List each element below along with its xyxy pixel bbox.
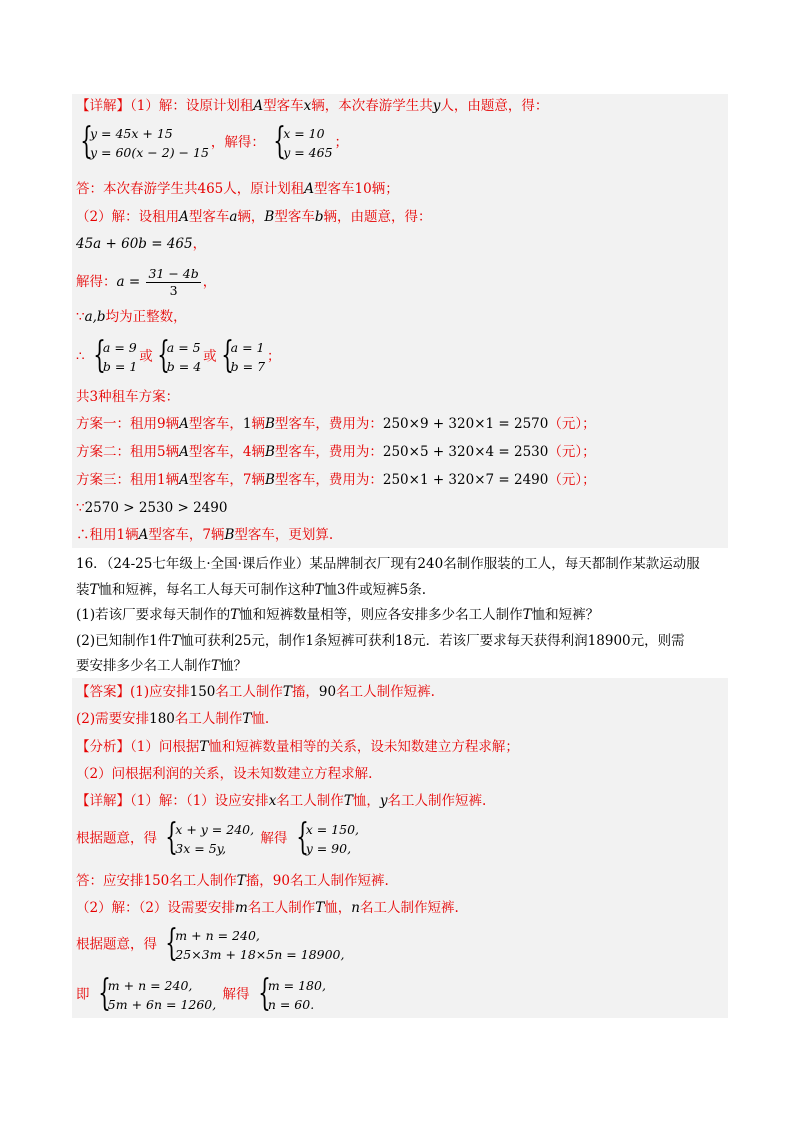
- solution-system: { x = 10 y = 465: [273, 121, 333, 162]
- answer-16-line-1: 【答案】(1)应安排150名工人制作T搐，90名工人制作短裤.: [76, 684, 435, 700]
- answer-line: 答：本次春游学生共465人，原计划租A型客车10辆；: [76, 181, 399, 197]
- answer-16-line-2: (2)需要安排180名工人制作T恤.: [76, 711, 270, 727]
- plan-3-line: 方案三：租用1辆A型客车，7辆B型客车，费用为：250×1 + 320×7 = 2490（元）；: [76, 472, 596, 488]
- conclusion-line: ∴租用1辆A型客车，7辆B型客车，更划算.: [76, 527, 334, 543]
- question-16-part-2-line-2: 要安排多少名工人制作T恤？: [76, 658, 248, 674]
- fraction: $\frac{31 - 4b}{3}$: [148, 266, 199, 298]
- answer-16-1-line: 答：应安排150名工人制作T搐，90名工人制作短裤.: [76, 873, 389, 889]
- detail-intro-line: 【详解】（1）解：设原计划租A型客车x辆，本次春游学生共y人，由题意，得：: [76, 98, 549, 114]
- question-16-part-2-line-1: (2)已知制作1件T恤可获利25元，制作1条短裤可获利18元．若该厂要求每天获得利润18900元，则需: [76, 633, 685, 649]
- question-16-part-1: (1)若该厂要求每天制作的T恤和短裤数量相等，则应各安排多少名工人制作T恤和短裤？: [76, 607, 600, 623]
- question-16-line-1: 16．（24-25七年级上·全国·课后作业）某品牌制衣厂现有240名制作服装的工人，每天都制作某款运动服: [76, 556, 700, 572]
- plan-count-line: 共3种租车方案：: [76, 389, 180, 405]
- analysis-line-1: 【分析】（1）问根据T恤和短裤数量相等的关系，设未知数建立方程求解；: [76, 739, 519, 755]
- plan-1-line: 方案一：租用9辆A型客车，1辆B型客车，费用为：250×9 + 320×1 = 2570（元）；: [76, 416, 596, 432]
- equation-system-line: { y = 45x + 15 y = 60(x − 2) − 15 ，解得： { x = 10 y = 465 ；: [76, 124, 348, 162]
- options-line: ∴ { a = 9 b = 1 或 { a = 5 b = 4 或 { a = 1 b = 7 ；: [76, 335, 281, 376]
- system-16-3-line: 即 { m + n = 240, 5m + 6n = 1260, 解得 { m = 180, n = 60.: [76, 973, 326, 1014]
- equation-line: 45a + 60b = 465，: [76, 236, 207, 252]
- detail-16-line-2: （2）解：（2）设需要安排m名工人制作T恤，n名工人制作短裤.: [76, 900, 459, 916]
- system-16-1-line: 根据题意，得 { x + y = 240, 3x = 5y, 解得 { x = 150, y = 90,: [76, 817, 359, 858]
- detail-16-line-1: 【详解】（1）解：（1）设应安排x名工人制作T恤，y名工人制作短裤.: [76, 793, 487, 809]
- system-16-2-line: 根据题意，得 { m + n = 240, 25×3m + 18×5n = 18900,: [76, 923, 345, 964]
- question-16-line-2: 装T恤和短裤，每名工人每天可制作这种T恤3件或短裤5条.: [76, 582, 427, 598]
- plan-2-line: 方案二：租用5辆A型客车，4辆B型客车，费用为：250×5 + 320×4 = 2530（元）；: [76, 444, 596, 460]
- part2-intro-line: （2）解：设租用A型客车a辆，B型客车b辆，由题意，得：: [76, 209, 432, 225]
- solve-fraction-line: 解得：a = $\frac{31 - 4b}{3}$ ，: [76, 266, 217, 298]
- equation-system: { y = 45x + 15 y = 60(x − 2) − 15: [80, 121, 209, 162]
- because-line: ∵a,b均为正整数，: [76, 309, 187, 325]
- compare-line: ∵2570 > 2530 > 2490: [76, 500, 228, 516]
- analysis-line-2: （2）问根据利润的关系，设未知数建立方程求解.: [76, 766, 373, 782]
